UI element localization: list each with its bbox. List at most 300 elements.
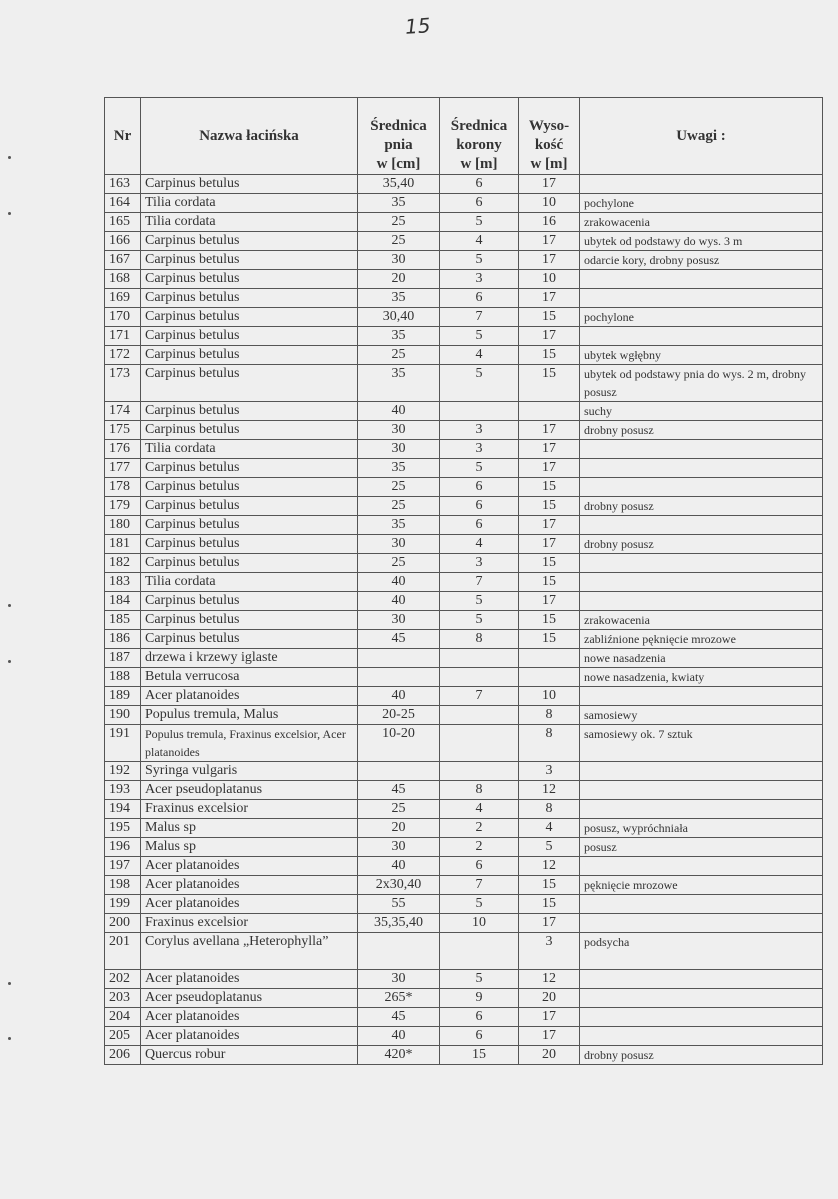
table-row <box>105 630 823 649</box>
cell-height <box>519 402 580 421</box>
cell-trunk-diameter: 25 <box>358 232 440 251</box>
table-row <box>105 497 823 516</box>
cell-trunk-diameter <box>358 668 440 687</box>
cell-nr: 178 <box>105 478 141 497</box>
cell-crown-diameter: 7 <box>440 308 519 327</box>
cell-nr: 204 <box>105 1008 141 1027</box>
cell-crown-diameter: 7 <box>440 687 519 706</box>
header-height-line1: Wyso- <box>528 118 570 134</box>
cell-height: 15 <box>519 611 580 630</box>
scan-speck <box>8 660 11 663</box>
cell-notes <box>580 781 823 800</box>
cell-latin-name: Carpinus betulus <box>141 497 358 516</box>
cell-trunk-diameter: 25 <box>358 346 440 365</box>
cell-nr: 191 <box>105 725 141 762</box>
header-trunk-diameter-line3: w [cm] <box>376 156 421 172</box>
cell-crown-diameter: 6 <box>440 497 519 516</box>
cell-trunk-diameter: 10-20 <box>358 725 440 762</box>
table-row <box>105 308 823 327</box>
table-row <box>105 687 823 706</box>
cell-trunk-diameter: 20-25 <box>358 706 440 725</box>
cell-latin-name: Fraxinus excelsior <box>141 914 358 933</box>
cell-height: 17 <box>519 592 580 611</box>
header-trunk-diameter-line2: pnia <box>384 137 413 153</box>
cell-height: 15 <box>519 630 580 649</box>
cell-crown-diameter: 2 <box>440 838 519 857</box>
cell-notes <box>580 573 823 592</box>
table-row <box>105 800 823 819</box>
cell-crown-diameter: 5 <box>440 213 519 232</box>
table-row <box>105 762 823 781</box>
cell-latin-name: Carpinus betulus <box>141 478 358 497</box>
cell-notes: pęknięcie mrozowe <box>580 876 823 895</box>
cell-nr: 185 <box>105 611 141 630</box>
table-row <box>105 933 823 970</box>
cell-latin-name: Tilia cordata <box>141 213 358 232</box>
cell-nr: 163 <box>105 175 141 194</box>
cell-latin-name: Acer platanoides <box>141 895 358 914</box>
cell-crown-diameter: 15 <box>440 1046 519 1065</box>
cell-notes: posusz, wypróchniała <box>580 819 823 838</box>
cell-crown-diameter <box>440 706 519 725</box>
cell-height: 17 <box>519 232 580 251</box>
cell-notes <box>580 554 823 573</box>
cell-trunk-diameter: 45 <box>358 630 440 649</box>
cell-crown-diameter <box>440 402 519 421</box>
cell-trunk-diameter: 20 <box>358 270 440 289</box>
cell-latin-name: Carpinus betulus <box>141 346 358 365</box>
cell-notes <box>580 989 823 1008</box>
cell-notes: nowe nasadzenia, kwiaty <box>580 668 823 687</box>
cell-height: 12 <box>519 970 580 989</box>
cell-nr: 181 <box>105 535 141 554</box>
cell-latin-name: Fraxinus excelsior <box>141 800 358 819</box>
table-row <box>105 459 823 478</box>
table-row <box>105 251 823 270</box>
table-row <box>105 895 823 914</box>
table-header-row <box>105 98 823 175</box>
table-row <box>105 440 823 459</box>
cell-notes <box>580 914 823 933</box>
cell-crown-diameter: 8 <box>440 630 519 649</box>
cell-trunk-diameter: 30 <box>358 611 440 630</box>
cell-trunk-diameter: 30 <box>358 440 440 459</box>
cell-height: 17 <box>519 535 580 554</box>
cell-latin-name: Carpinus betulus <box>141 402 358 421</box>
cell-nr: 168 <box>105 270 141 289</box>
cell-crown-diameter: 5 <box>440 895 519 914</box>
cell-height: 17 <box>519 421 580 440</box>
cell-height: 17 <box>519 327 580 346</box>
cell-trunk-diameter: 35 <box>358 365 440 402</box>
cell-notes <box>580 762 823 781</box>
cell-notes: pochylone <box>580 308 823 327</box>
cell-height <box>519 649 580 668</box>
cell-trunk-diameter: 25 <box>358 497 440 516</box>
cell-height: 17 <box>519 1008 580 1027</box>
cell-notes <box>580 970 823 989</box>
table-row <box>105 781 823 800</box>
cell-latin-name: Acer pseudoplatanus <box>141 781 358 800</box>
cell-trunk-diameter: 40 <box>358 687 440 706</box>
cell-nr: 206 <box>105 1046 141 1065</box>
cell-crown-diameter: 6 <box>440 289 519 308</box>
cell-latin-name: Malus sp <box>141 819 358 838</box>
cell-latin-name: Carpinus betulus <box>141 289 358 308</box>
cell-height: 16 <box>519 213 580 232</box>
cell-trunk-diameter: 2x30,40 <box>358 876 440 895</box>
table-row <box>105 270 823 289</box>
cell-nr: 172 <box>105 346 141 365</box>
table-row <box>105 478 823 497</box>
cell-latin-name: Carpinus betulus <box>141 251 358 270</box>
cell-nr: 205 <box>105 1027 141 1046</box>
cell-crown-diameter: 5 <box>440 970 519 989</box>
cell-nr: 182 <box>105 554 141 573</box>
scan-speck <box>8 982 11 985</box>
cell-trunk-diameter: 45 <box>358 1008 440 1027</box>
table-row <box>105 289 823 308</box>
cell-latin-name: Populus tremula, Fraxinus excelsior, Acer platanoides <box>141 725 358 762</box>
table-row <box>105 876 823 895</box>
table-row <box>105 516 823 535</box>
cell-latin-name: Carpinus betulus <box>141 175 358 194</box>
cell-trunk-diameter: 35 <box>358 516 440 535</box>
cell-height: 5 <box>519 838 580 857</box>
cell-crown-diameter: 2 <box>440 819 519 838</box>
cell-nr: 201 <box>105 933 141 970</box>
cell-nr: 192 <box>105 762 141 781</box>
cell-notes: samosiewy ok. 7 sztuk <box>580 725 823 762</box>
cell-height: 17 <box>519 175 580 194</box>
cell-notes: zrakowacenia <box>580 611 823 630</box>
cell-nr: 179 <box>105 497 141 516</box>
cell-notes <box>580 1008 823 1027</box>
cell-notes <box>580 459 823 478</box>
table-row <box>105 421 823 440</box>
cell-notes <box>580 478 823 497</box>
cell-trunk-diameter: 25 <box>358 554 440 573</box>
cell-trunk-diameter: 35 <box>358 459 440 478</box>
header-crown-diameter-line1: Średnica <box>450 118 508 134</box>
cell-latin-name: Carpinus betulus <box>141 535 358 554</box>
cell-notes <box>580 895 823 914</box>
cell-latin-name: Tilia cordata <box>141 573 358 592</box>
table-row <box>105 365 823 402</box>
cell-latin-name: Acer platanoides <box>141 687 358 706</box>
cell-latin-name: Betula verrucosa <box>141 668 358 687</box>
cell-height: 17 <box>519 289 580 308</box>
cell-trunk-diameter: 40 <box>358 857 440 876</box>
cell-crown-diameter: 6 <box>440 516 519 535</box>
cell-nr: 202 <box>105 970 141 989</box>
cell-latin-name: Acer pseudoplatanus <box>141 989 358 1008</box>
cell-crown-diameter <box>440 762 519 781</box>
cell-latin-name: Quercus robur <box>141 1046 358 1065</box>
cell-nr: 196 <box>105 838 141 857</box>
cell-latin-name: Acer platanoides <box>141 857 358 876</box>
cell-crown-diameter: 10 <box>440 914 519 933</box>
cell-latin-name: Acer platanoides <box>141 970 358 989</box>
cell-height: 15 <box>519 346 580 365</box>
cell-crown-diameter: 7 <box>440 876 519 895</box>
cell-notes: pochylone <box>580 194 823 213</box>
cell-trunk-diameter: 40 <box>358 1027 440 1046</box>
table-row <box>105 989 823 1008</box>
cell-notes <box>580 516 823 535</box>
cell-latin-name: Carpinus betulus <box>141 327 358 346</box>
cell-trunk-diameter: 35 <box>358 289 440 308</box>
cell-crown-diameter: 3 <box>440 421 519 440</box>
cell-crown-diameter: 5 <box>440 611 519 630</box>
cell-notes: drobny posusz <box>580 535 823 554</box>
cell-crown-diameter: 3 <box>440 554 519 573</box>
table-row <box>105 232 823 251</box>
cell-nr: 167 <box>105 251 141 270</box>
cell-latin-name: Carpinus betulus <box>141 365 358 402</box>
cell-crown-diameter: 5 <box>440 327 519 346</box>
cell-notes: posusz <box>580 838 823 857</box>
cell-notes: nowe nasadzenia <box>580 649 823 668</box>
cell-trunk-diameter <box>358 933 440 970</box>
table-row <box>105 914 823 933</box>
header-crown-diameter-line2: korony <box>456 137 502 153</box>
cell-notes <box>580 800 823 819</box>
cell-trunk-diameter: 265* <box>358 989 440 1008</box>
table-row <box>105 535 823 554</box>
cell-notes: ubytek wgłębny <box>580 346 823 365</box>
cell-crown-diameter: 5 <box>440 592 519 611</box>
cell-notes <box>580 592 823 611</box>
cell-notes: podsycha <box>580 933 823 970</box>
cell-latin-name: Tilia cordata <box>141 440 358 459</box>
cell-latin-name: Malus sp <box>141 838 358 857</box>
table-row <box>105 402 823 421</box>
cell-nr: 187 <box>105 649 141 668</box>
cell-trunk-diameter: 20 <box>358 819 440 838</box>
cell-height: 15 <box>519 497 580 516</box>
scan-speck <box>8 156 11 159</box>
cell-notes: samosiewy <box>580 706 823 725</box>
cell-height: 17 <box>519 440 580 459</box>
cell-height: 15 <box>519 365 580 402</box>
cell-height: 15 <box>519 308 580 327</box>
header-notes: Uwagi : <box>580 98 823 175</box>
scan-speck <box>8 604 11 607</box>
scan-speck <box>8 1037 11 1040</box>
table-row <box>105 970 823 989</box>
cell-crown-diameter <box>440 725 519 762</box>
cell-crown-diameter: 6 <box>440 857 519 876</box>
cell-height: 15 <box>519 478 580 497</box>
table-row <box>105 819 823 838</box>
cell-trunk-diameter: 30 <box>358 838 440 857</box>
header-trunk-diameter <box>358 98 440 175</box>
cell-nr: 177 <box>105 459 141 478</box>
cell-height: 17 <box>519 516 580 535</box>
cell-height: 10 <box>519 687 580 706</box>
cell-notes: suchy <box>580 402 823 421</box>
cell-notes: drobny posusz <box>580 1046 823 1065</box>
cell-height: 8 <box>519 800 580 819</box>
cell-height: 17 <box>519 914 580 933</box>
cell-trunk-diameter: 30 <box>358 251 440 270</box>
cell-height: 17 <box>519 1027 580 1046</box>
cell-height: 3 <box>519 762 580 781</box>
cell-trunk-diameter: 30 <box>358 421 440 440</box>
page-number: 15 <box>404 13 432 39</box>
cell-trunk-diameter: 30,40 <box>358 308 440 327</box>
cell-latin-name: Carpinus betulus <box>141 592 358 611</box>
cell-crown-diameter: 5 <box>440 251 519 270</box>
cell-trunk-diameter: 35,40 <box>358 175 440 194</box>
cell-crown-diameter: 6 <box>440 175 519 194</box>
cell-notes: drobny posusz <box>580 497 823 516</box>
cell-height: 15 <box>519 554 580 573</box>
cell-latin-name: Carpinus betulus <box>141 232 358 251</box>
cell-trunk-diameter: 55 <box>358 895 440 914</box>
cell-crown-diameter: 3 <box>440 270 519 289</box>
cell-latin-name: Carpinus betulus <box>141 308 358 327</box>
header-trunk-diameter-line1: Średnica <box>370 118 427 134</box>
cell-latin-name: Carpinus betulus <box>141 554 358 573</box>
table-row <box>105 725 823 762</box>
tree-inventory-table <box>104 97 823 1065</box>
cell-height: 20 <box>519 989 580 1008</box>
table-row <box>105 592 823 611</box>
cell-height: 15 <box>519 876 580 895</box>
cell-nr: 193 <box>105 781 141 800</box>
cell-nr: 174 <box>105 402 141 421</box>
cell-height: 8 <box>519 706 580 725</box>
cell-nr: 189 <box>105 687 141 706</box>
table-row <box>105 1008 823 1027</box>
cell-notes: ubytek od podstawy do wys. 3 m <box>580 232 823 251</box>
cell-crown-diameter: 6 <box>440 478 519 497</box>
cell-crown-diameter: 4 <box>440 800 519 819</box>
cell-nr: 199 <box>105 895 141 914</box>
cell-nr: 166 <box>105 232 141 251</box>
table-row <box>105 554 823 573</box>
cell-latin-name: Carpinus betulus <box>141 270 358 289</box>
cell-crown-diameter: 5 <box>440 365 519 402</box>
cell-trunk-diameter: 25 <box>358 213 440 232</box>
cell-trunk-diameter <box>358 649 440 668</box>
table-row <box>105 611 823 630</box>
cell-nr: 190 <box>105 706 141 725</box>
cell-crown-diameter <box>440 933 519 970</box>
cell-latin-name: drzewa i krzewy iglaste <box>141 649 358 668</box>
cell-nr: 195 <box>105 819 141 838</box>
cell-trunk-diameter: 45 <box>358 781 440 800</box>
cell-nr: 183 <box>105 573 141 592</box>
cell-latin-name: Carpinus betulus <box>141 421 358 440</box>
cell-height <box>519 668 580 687</box>
cell-notes: odarcie kory, drobny posusz <box>580 251 823 270</box>
cell-trunk-diameter: 30 <box>358 970 440 989</box>
cell-crown-diameter <box>440 649 519 668</box>
cell-nr: 203 <box>105 989 141 1008</box>
cell-nr: 197 <box>105 857 141 876</box>
cell-notes <box>580 289 823 308</box>
cell-latin-name: Carpinus betulus <box>141 459 358 478</box>
table-row <box>105 1027 823 1046</box>
cell-height: 10 <box>519 194 580 213</box>
cell-latin-name: Syringa vulgaris <box>141 762 358 781</box>
table-row <box>105 668 823 687</box>
cell-height: 4 <box>519 819 580 838</box>
cell-height: 12 <box>519 781 580 800</box>
cell-trunk-diameter: 40 <box>358 592 440 611</box>
table-row <box>105 213 823 232</box>
cell-crown-diameter <box>440 668 519 687</box>
header-crown-diameter-line3: w [m] <box>460 156 498 172</box>
cell-trunk-diameter: 35 <box>358 327 440 346</box>
header-height <box>519 98 580 175</box>
table-row <box>105 175 823 194</box>
table-row <box>105 327 823 346</box>
cell-crown-diameter: 6 <box>440 1008 519 1027</box>
cell-latin-name: Acer platanoides <box>141 876 358 895</box>
cell-notes: drobny posusz <box>580 421 823 440</box>
cell-nr: 180 <box>105 516 141 535</box>
header-crown-diameter <box>440 98 519 175</box>
cell-nr: 176 <box>105 440 141 459</box>
cell-crown-diameter: 8 <box>440 781 519 800</box>
cell-nr: 188 <box>105 668 141 687</box>
cell-crown-diameter: 5 <box>440 459 519 478</box>
cell-notes <box>580 270 823 289</box>
cell-latin-name: Tilia cordata <box>141 194 358 213</box>
cell-crown-diameter: 4 <box>440 232 519 251</box>
cell-latin-name: Acer platanoides <box>141 1027 358 1046</box>
header-latin-name: Nazwa łacińska <box>141 98 358 175</box>
cell-height: 10 <box>519 270 580 289</box>
cell-nr: 200 <box>105 914 141 933</box>
cell-nr: 198 <box>105 876 141 895</box>
cell-height: 12 <box>519 857 580 876</box>
cell-crown-diameter: 7 <box>440 573 519 592</box>
cell-nr: 186 <box>105 630 141 649</box>
cell-notes: ubytek od podstawy pnia do wys. 2 m, drobny posusz <box>580 365 823 402</box>
cell-trunk-diameter: 40 <box>358 573 440 592</box>
cell-notes <box>580 687 823 706</box>
cell-trunk-diameter: 35,35,40 <box>358 914 440 933</box>
cell-trunk-diameter: 35 <box>358 194 440 213</box>
cell-latin-name: Carpinus betulus <box>141 630 358 649</box>
table-row <box>105 706 823 725</box>
cell-latin-name: Carpinus betulus <box>141 611 358 630</box>
header-nr: Nr <box>105 98 141 175</box>
table-row <box>105 857 823 876</box>
cell-height: 3 <box>519 933 580 970</box>
cell-height: 15 <box>519 895 580 914</box>
cell-crown-diameter: 3 <box>440 440 519 459</box>
cell-height: 17 <box>519 251 580 270</box>
cell-nr: 171 <box>105 327 141 346</box>
scan-speck <box>8 212 11 215</box>
cell-nr: 164 <box>105 194 141 213</box>
header-height-line3: w [m] <box>530 156 568 172</box>
cell-nr: 165 <box>105 213 141 232</box>
cell-notes <box>580 175 823 194</box>
cell-trunk-diameter <box>358 762 440 781</box>
cell-crown-diameter: 4 <box>440 535 519 554</box>
cell-trunk-diameter: 420* <box>358 1046 440 1065</box>
cell-notes <box>580 1027 823 1046</box>
cell-height: 8 <box>519 725 580 762</box>
cell-latin-name: Populus tremula, Malus <box>141 706 358 725</box>
